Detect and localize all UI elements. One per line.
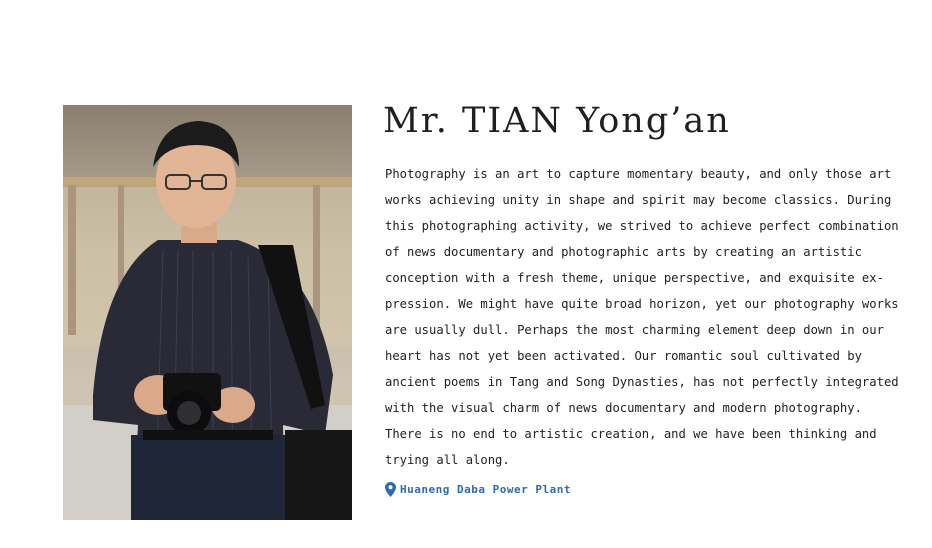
bio-paragraph: [385, 161, 899, 473]
bio-line: this photographing activity, we strived to achieve perfect combination: [385, 219, 899, 233]
bio-line: trying all along.: [385, 453, 510, 467]
portrait-photo-icon: [63, 105, 352, 520]
bio-line: Photography is an art to capture momentary beauty, and only those art: [385, 167, 892, 181]
bio-line: There is no end to artistic creation, and we have been thinking and: [385, 427, 877, 441]
bio-line: conception with a fresh theme, unique perspective, and exquisite ex-: [385, 271, 884, 285]
bio-line: ancient poems in Tang and Song Dynasties, has not perfectly integrated: [385, 375, 899, 389]
bio-line: are usually dull. Perhaps the most charming element deep down in our: [385, 323, 884, 337]
bio-line: heart has not yet been activated. Our romantic soul cultivated by: [385, 349, 862, 363]
bio-line: works achieving unity in shape and spirit may become classics. During: [385, 193, 892, 207]
location-pin-icon: [385, 482, 396, 497]
person-name: Mr. TIAN Yong’an: [383, 101, 731, 141]
location-tag: [385, 482, 571, 497]
bio-line: of news documentary and photographic arts by creating an artistic: [385, 245, 862, 259]
bio-line: with the visual charm of news documentary and modern photography.: [385, 401, 862, 415]
profile-photo: [63, 105, 352, 520]
location-label: Huaneng Daba Power Plant: [400, 483, 571, 496]
bio-line: pression. We might have quite broad horizon, yet our photography works: [385, 297, 899, 311]
